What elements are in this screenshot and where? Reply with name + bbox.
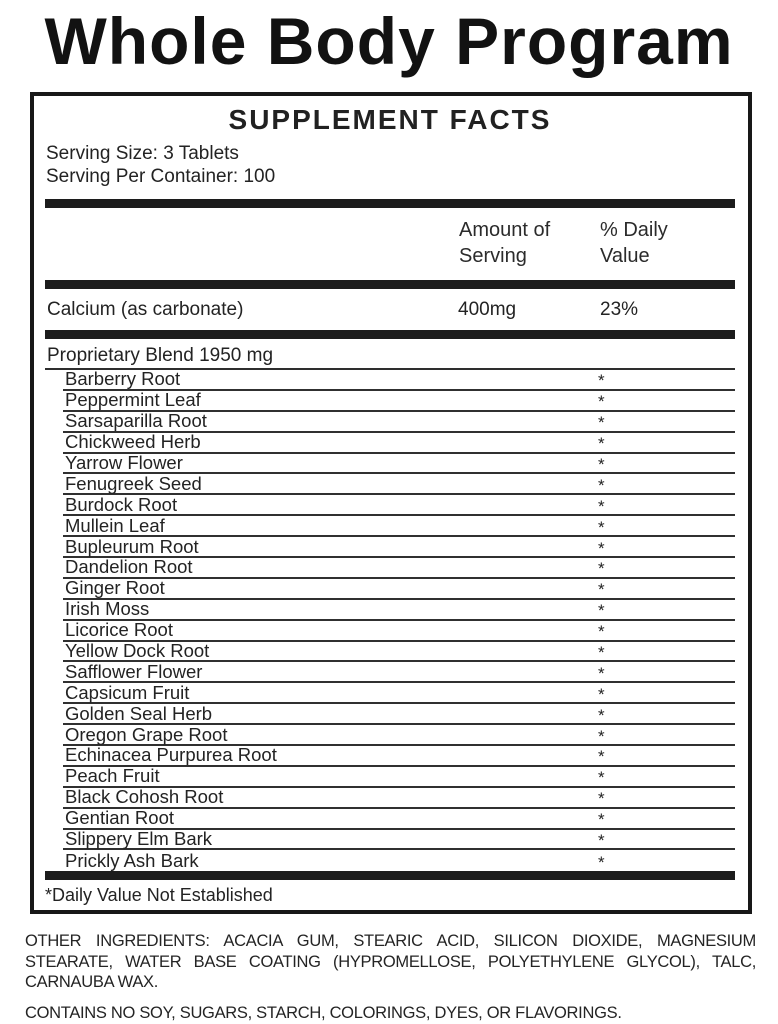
panel-heading: SUPPLEMENT FACTS <box>228 104 552 135</box>
ingredient-name: Safflower Flower <box>65 660 203 682</box>
ingredient-daily-value: * <box>598 580 605 600</box>
page-title: Whole Body Program <box>44 4 734 78</box>
divider-bar-nutrient <box>45 330 735 339</box>
nutrient-daily-value: 23% <box>600 299 639 320</box>
ingredient-name: Prickly Ash Bark <box>65 849 199 871</box>
divider-bar-top <box>45 199 735 208</box>
ingredient-daily-value: * <box>598 663 605 683</box>
blend-ingredient-row <box>63 767 735 788</box>
ingredient-daily-value: * <box>598 371 605 391</box>
other-ingredients-text: OTHER INGREDIENTS: ACACIA GUM, STEARIC ACID, SILICON DIOXIDE, MAGNESIUM STEARATE, WATER BASE COATING (HYPROMELLOSE, POLYETHYLENE GLYCOL), TALC, CARNAUBA WAX. <box>25 932 756 992</box>
divider-bar-bottom <box>45 871 735 880</box>
blend-ingredient-row <box>63 537 735 558</box>
ingredient-daily-value: * <box>598 789 605 809</box>
ingredient-daily-value: * <box>598 684 605 704</box>
blend-ingredient-row <box>63 788 735 809</box>
ingredient-daily-value: * <box>598 455 605 475</box>
ingredient-name: Peach Fruit <box>65 765 160 787</box>
table-header-row <box>45 217 735 269</box>
ingredient-daily-value: * <box>598 768 605 788</box>
ingredient-name: Chickweed Herb <box>65 431 201 453</box>
blend-ingredient-row <box>63 391 735 412</box>
ingredient-name: Black Cohosh Root <box>65 786 224 808</box>
blend-ingredient-row <box>63 370 735 391</box>
blend-ingredient-row <box>63 558 735 579</box>
blend-ingredient-row <box>63 830 735 851</box>
footnote: *Daily Value Not Established <box>45 885 273 906</box>
blend-ingredient-row <box>63 495 735 516</box>
ingredient-daily-value: * <box>598 392 605 412</box>
contains-text: CONTAINS NO SOY, SUGARS, STARCH, COLORINGS, DYES, OR FLAVORINGS. <box>25 1003 622 1022</box>
blend-rows <box>63 370 735 871</box>
blend-title: Proprietary Blend 1950 mg <box>45 343 735 370</box>
ingredient-name: Yarrow Flower <box>65 452 183 473</box>
ingredient-name: Oregon Grape Root <box>65 723 228 745</box>
column-header-daily-value: % Daily Value <box>600 219 668 267</box>
divider-bar-header <box>45 280 735 289</box>
ingredient-name: Ginger Root <box>65 577 165 599</box>
blend-ingredient-row <box>63 600 735 621</box>
ingredient-daily-value: * <box>598 413 605 433</box>
supplement-facts-content <box>34 104 748 910</box>
ingredient-name: Echinacea Purpurea Root <box>65 744 277 766</box>
ingredient-name: Dandelion Root <box>65 556 193 578</box>
ingredient-daily-value: * <box>598 475 605 495</box>
supplement-facts-panel <box>30 92 752 914</box>
blend-ingredient-row <box>63 662 735 683</box>
ingredient-name: Mullein Leaf <box>65 514 165 536</box>
serving-info <box>45 142 735 188</box>
ingredient-daily-value: * <box>598 517 605 537</box>
ingredient-daily-value: * <box>598 810 605 830</box>
blend-ingredient-row <box>63 454 735 475</box>
ingredient-name: Peppermint Leaf <box>65 389 201 411</box>
blend-ingredient-row <box>63 809 735 830</box>
ingredient-daily-value: * <box>598 601 605 621</box>
blend-ingredient-row <box>63 642 735 663</box>
ingredient-daily-value: * <box>598 559 605 579</box>
ingredient-daily-value: * <box>598 747 605 767</box>
blend-ingredient-row <box>63 704 735 725</box>
ingredient-name: Capsicum Fruit <box>65 681 190 703</box>
ingredient-daily-value: * <box>598 622 605 642</box>
ingredient-daily-value: * <box>598 434 605 454</box>
blend-ingredient-row <box>63 621 735 642</box>
ingredient-name: Licorice Root <box>65 619 173 641</box>
ingredient-name: Golden Seal Herb <box>65 702 213 724</box>
ingredient-daily-value: * <box>598 643 605 663</box>
ingredient-daily-value: * <box>598 852 605 872</box>
footer <box>25 931 756 1023</box>
ingredient-daily-value: * <box>598 705 605 725</box>
ingredient-name: Burdock Root <box>65 493 178 515</box>
serving-size: Serving Size: 3 Tablets <box>46 143 239 164</box>
ingredient-name: Slippery Elm Bark <box>65 828 213 850</box>
blend-ingredient-row <box>63 579 735 600</box>
column-header-amount: Amount of Serving <box>459 219 551 267</box>
ingredient-name: Barberry Root <box>65 368 181 390</box>
ingredient-name: Irish Moss <box>65 598 150 620</box>
ingredient-daily-value: * <box>598 831 605 851</box>
blend-ingredient-row <box>63 683 735 704</box>
ingredient-name: Fenugreek Seed <box>65 472 202 494</box>
nutrient-amount: 400mg <box>458 299 517 320</box>
blend-ingredient-row <box>63 746 735 767</box>
blend-ingredient-row <box>63 412 735 433</box>
ingredient-name: Yellow Dock Root <box>65 640 210 662</box>
ingredient-name: Gentian Root <box>65 807 175 829</box>
nutrient-row <box>45 296 735 324</box>
servings-per-container: Serving Per Container: 100 <box>46 166 276 187</box>
blend-ingredient-row <box>63 474 735 495</box>
blend-ingredient-row <box>63 433 735 454</box>
ingredient-daily-value: * <box>598 496 605 516</box>
ingredient-name: Sarsaparilla Root <box>65 410 207 432</box>
blend-ingredient-row <box>63 725 735 746</box>
ingredient-daily-value: * <box>598 538 605 558</box>
ingredient-name: Bupleurum Root <box>65 535 199 557</box>
blend-ingredient-row <box>63 850 735 871</box>
nutrient-name: Calcium (as carbonate) <box>47 299 244 320</box>
blend-ingredient-row <box>63 516 735 537</box>
ingredient-daily-value: * <box>598 726 605 746</box>
